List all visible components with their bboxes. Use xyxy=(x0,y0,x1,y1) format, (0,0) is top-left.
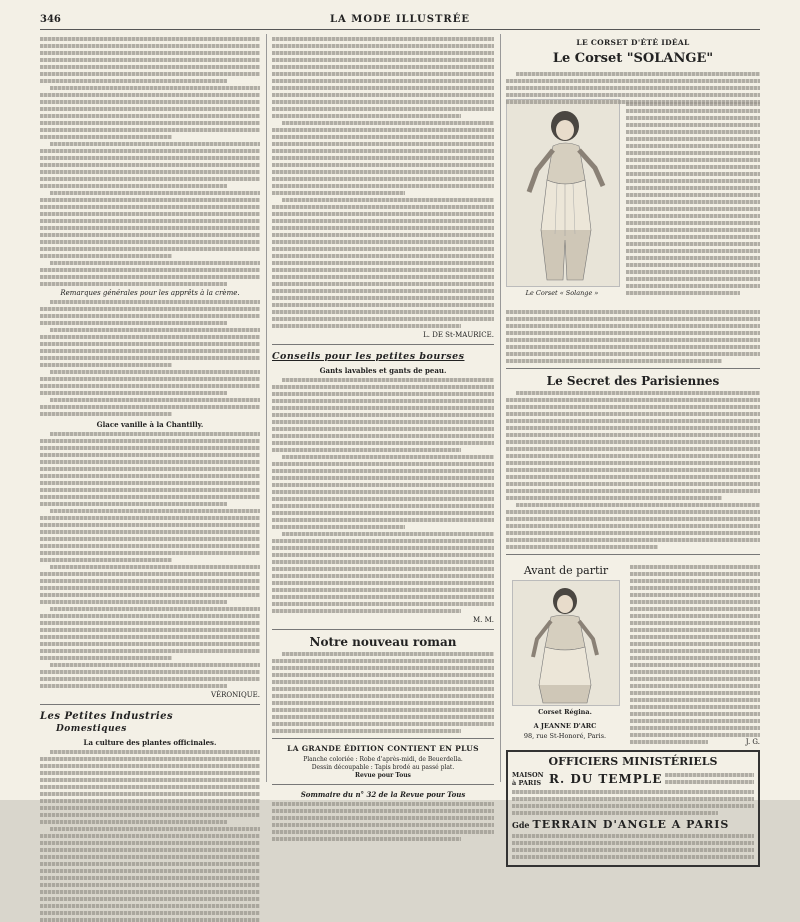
terrain-listing xyxy=(512,818,754,831)
avant-title: Avant de partir xyxy=(523,564,609,577)
secret-title: Le Secret des Parisiennes xyxy=(546,374,720,388)
author-signature: VÉRONIQUE. xyxy=(210,691,260,699)
section-rule xyxy=(40,704,260,705)
industries-title-line-2: Domestiques xyxy=(56,724,127,734)
body-text-block xyxy=(512,834,754,859)
author-signature: M. M. xyxy=(472,616,494,624)
body-text-block xyxy=(506,391,760,549)
section-rule xyxy=(506,554,760,555)
regina-caption: Corset Régina. xyxy=(538,708,592,716)
planche-line: Planche coloriée : Robe d'après-midi, de Beuerdella. xyxy=(303,756,463,763)
publication-title: LA MODE ILLUSTRÉE xyxy=(330,14,470,25)
body-text-block xyxy=(40,750,260,922)
officiers-ministeriels-box xyxy=(506,750,760,867)
section-rule xyxy=(272,344,494,345)
grande-edition-heading: LA GRANDE ÉDITION CONTIENT EN PLUS xyxy=(287,744,479,753)
gants-subtitle: Gants lavables et gants de peau. xyxy=(319,366,447,375)
body-text-block xyxy=(665,770,754,787)
regina-corset-illustration xyxy=(512,580,620,706)
column-divider xyxy=(500,34,501,782)
section-rule xyxy=(272,784,494,785)
column-2 xyxy=(272,34,494,800)
corset-illustration xyxy=(506,99,620,287)
body-text-block xyxy=(630,562,760,747)
body-text-block xyxy=(506,310,760,363)
body-text-block xyxy=(272,378,494,613)
maison-label: MAISON à PARIS xyxy=(512,770,544,787)
body-text-block xyxy=(40,300,260,416)
terrain-title: TERRAIN D'ANGLE A PARIS xyxy=(532,818,730,831)
section-rule xyxy=(272,629,494,630)
author-signature: L. DE St-MAURICE. xyxy=(423,331,494,339)
regina-address: 98, rue St-Honoré, Paris. xyxy=(523,732,607,740)
culture-subtitle: La culture des plantes officinales. xyxy=(83,738,217,747)
dessin-line: Dessin découpable : Tapis brodé au passé plat. xyxy=(311,763,455,771)
industries-title: Les Petites Industries xyxy=(40,711,174,722)
body-text-block xyxy=(272,652,494,733)
section-rule xyxy=(506,368,760,369)
rue-du-temple: R. DU TEMPLE xyxy=(549,771,663,786)
page-header xyxy=(40,14,760,28)
body-text-block xyxy=(626,99,760,298)
corset-kicker: LE CORSET D'ÉTÉ IDÉAL xyxy=(576,38,690,47)
sommaire-heading: Sommaire du n° 32 de la Revue pour Tous xyxy=(300,790,466,800)
maison-listing xyxy=(512,770,754,787)
body-text-block xyxy=(272,802,494,841)
author-signature: J. G. xyxy=(745,738,760,746)
column-1 xyxy=(40,34,260,782)
conseils-title: Conseils pour les petites bourses xyxy=(272,351,465,362)
header-rule xyxy=(40,29,760,30)
roman-title: Notre nouveau roman xyxy=(309,635,457,649)
body-text-block xyxy=(40,37,260,286)
page-number: 346 xyxy=(40,14,61,25)
body-text-block xyxy=(40,432,260,688)
officiers-title: OFFICIERS MINISTÉRIELS xyxy=(548,755,718,768)
column-3 xyxy=(506,34,760,831)
revue-line: Revue pour Tous xyxy=(355,771,411,779)
remarks-subheading: Remarques générales pour les apprêts à la crème. xyxy=(60,289,240,297)
section-rule xyxy=(272,738,494,739)
corset-advert xyxy=(506,69,760,307)
corset-caption: Le Corset « Solange » xyxy=(525,289,599,297)
terrain-prefix: Gde xyxy=(512,819,530,830)
avant-advert xyxy=(506,560,760,746)
regina-maison: A JEANNE D'ARC xyxy=(533,722,597,730)
body-text-block xyxy=(272,37,494,328)
corset-title: Le Corset "SOLANGE" xyxy=(552,51,714,66)
column-divider xyxy=(266,34,267,782)
body-text-block xyxy=(512,790,754,815)
glace-recipe-title: Glace vanille à la Chantilly. xyxy=(96,420,204,429)
